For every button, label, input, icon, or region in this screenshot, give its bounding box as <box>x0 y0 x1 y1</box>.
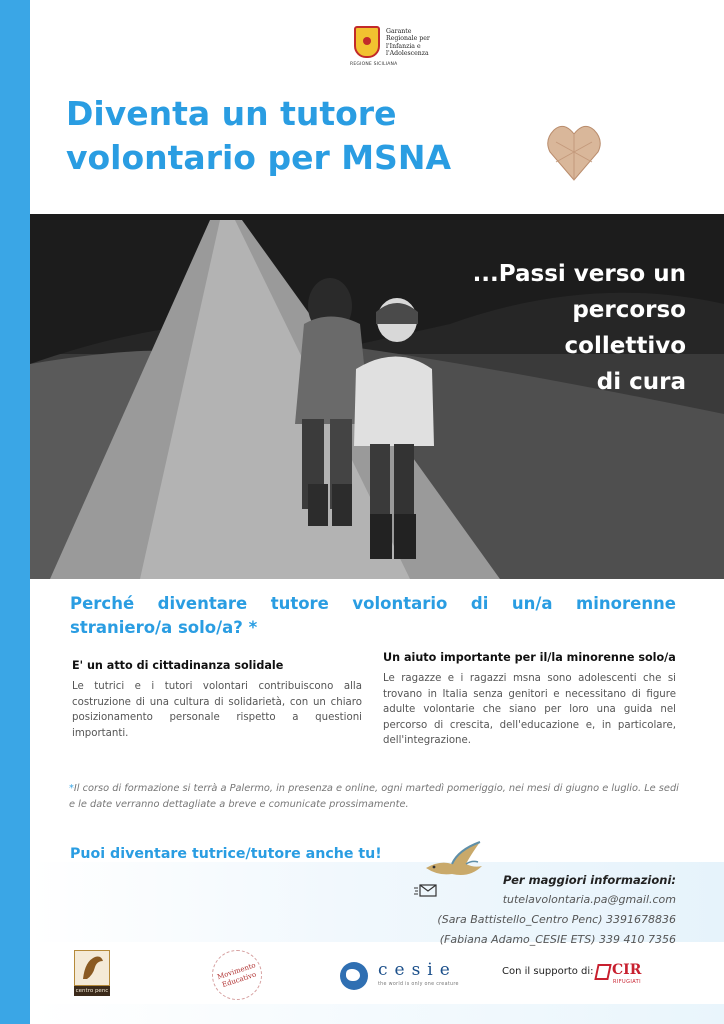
footnote-star: * <box>69 783 74 794</box>
contact-phone-fabiana: (Fabiana Adamo_CESIE ETS) 339 410 7356 <box>439 933 676 946</box>
cir-mark-icon <box>594 964 611 980</box>
call-to-action: Puoi diventare tutrice/tutore anche tu! <box>70 846 382 862</box>
centro-penc-label: centro penc <box>75 988 109 994</box>
movimento-educativo-text: Movimento Educativo <box>216 961 258 990</box>
reason-civic <box>72 658 362 741</box>
garante-logo-text: Garante Regionale per l'Infanzia e l'Adolescenza <box>386 28 430 58</box>
side-accent-bar <box>0 0 30 1024</box>
contact-phone-sara: (Sara Battistello_Centro Penc) 3391678836 <box>437 913 676 926</box>
cesie-logo <box>340 960 472 996</box>
penc-bird-icon <box>75 951 109 985</box>
section-title: Perché diventare tutore volontario di un/a minorenne straniero/a solo/a? * <box>70 594 676 637</box>
contact-info <box>396 870 676 950</box>
footnote-text: Il corso di formazione si terrà a Palermo, in presenza e online, ogni martedì pomeriggio, nei mesi di giugno e luglio. Le sedi e le date verranno dettagliate a breve e comunicate prossimamente. <box>69 783 679 810</box>
cir-logo <box>596 962 642 988</box>
reason-support <box>383 650 676 749</box>
heart-icon <box>546 122 602 182</box>
region-label: REGIONE SICILIANA <box>350 62 398 67</box>
cir-name: CIR <box>612 962 642 978</box>
hero-caption: ...Passi verso un percorso collettivo di cura <box>472 261 686 395</box>
contact-email[interactable]: tutelavolontaria.pa@gmail.com <box>502 893 676 906</box>
centro-penc-logo <box>74 950 110 996</box>
cesie-name: cesie <box>378 960 457 980</box>
page-title: Diventa un tutore volontario per MSNA <box>66 94 451 177</box>
reason-civic-heading: E' un atto di cittadinanza solidale <box>72 659 284 672</box>
hero-photo <box>30 214 724 579</box>
contact-title: Per maggiori informazioni: <box>503 873 676 887</box>
reason-support-body: Le ragazze e i ragazzi msna sono adolescenti che si trovano in Italia senza genitori e necessitano di figure adulte volontarie che siano per loro una guida nel percorso di crescita, dell'educazione e, in particolare, dell'integrazione. <box>383 673 676 746</box>
support-label: Con il supporto di: <box>502 966 594 977</box>
cesie-tagline: the world is only one creature <box>378 982 459 987</box>
cir-subtitle: RIFUGIATI <box>613 979 641 985</box>
sicily-shield-icon <box>354 26 380 58</box>
reason-civic-body: Le tutrici e i tutori volontari contribuiscono alla costruzione di una cultura di solidarietà, con un chiaro posizionamento personale rispetto a questioni importanti. <box>72 681 362 739</box>
cesie-globe-icon <box>340 962 368 990</box>
movimento-educativo-logo <box>212 950 262 1000</box>
course-footnote <box>69 781 681 813</box>
footer-band <box>30 1004 724 1024</box>
garante-logo <box>350 24 444 74</box>
centro-penc-emblem <box>74 950 110 986</box>
reason-support-heading: Un aiuto importante per il/la minorenne solo/a <box>383 651 676 664</box>
